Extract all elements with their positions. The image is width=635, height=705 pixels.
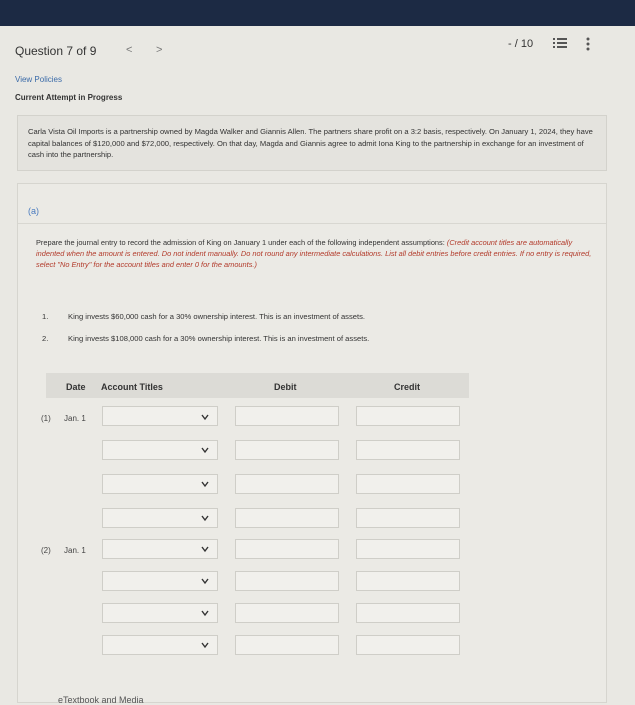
instruction-text: Prepare the journal entry to record the admission of King on January 1 under each of the following independent assumptions: (36, 238, 445, 247)
browser-top-bar (0, 0, 635, 26)
account-titles-column-header: Account Titles (101, 382, 163, 392)
chevron-down-icon[interactable] (201, 545, 209, 553)
debit-input[interactable] (235, 539, 339, 559)
debit-input[interactable] (235, 406, 339, 426)
credit-input[interactable] (356, 539, 460, 559)
chevron-down-icon[interactable] (201, 577, 209, 585)
etextbook-link[interactable]: eTextbook and Media (58, 695, 144, 705)
problem-statement (17, 115, 607, 171)
chevron-down-icon[interactable] (201, 514, 209, 522)
chevron-down-icon[interactable] (201, 480, 209, 488)
scenario-text: King invests $60,000 cash for a 30% ownership interest. This is an investment of assets. (68, 312, 366, 321)
list-icon[interactable] (553, 37, 567, 49)
more-vertical-icon[interactable] (586, 37, 590, 51)
debit-input[interactable] (235, 508, 339, 528)
question-counter: Question 7 of 9 (15, 44, 97, 58)
debit-input[interactable] (235, 571, 339, 591)
entry-date: Jan. 1 (64, 546, 86, 555)
credit-input[interactable] (356, 440, 460, 460)
credit-input[interactable] (356, 603, 460, 623)
debit-input[interactable] (235, 474, 339, 494)
question-header (0, 26, 635, 70)
chevron-down-icon[interactable] (201, 446, 209, 454)
instruction-note: (Credit account titles are automatically indented when the amount is entered. Do not indent manually. Do not round any intermediate calculations. List all debit entries before credit entries. If no entry is required, select "No Entry" for the account titles and enter 0 for the amounts.) (36, 238, 592, 269)
instructions (36, 237, 596, 270)
credit-input[interactable] (356, 508, 460, 528)
debit-column-header: Debit (274, 382, 297, 392)
debit-input[interactable] (235, 635, 339, 655)
chevron-down-icon[interactable] (201, 609, 209, 617)
credit-input[interactable] (356, 406, 460, 426)
credit-input[interactable] (356, 474, 460, 494)
debit-input[interactable] (235, 603, 339, 623)
journal-table-header (46, 373, 469, 398)
divider (18, 223, 606, 224)
credit-input[interactable] (356, 571, 460, 591)
entry-date: Jan. 1 (64, 414, 86, 423)
chevron-down-icon[interactable] (201, 413, 209, 421)
part-a-panel (17, 183, 607, 703)
chevron-down-icon[interactable] (201, 641, 209, 649)
date-column-header: Date (66, 382, 86, 392)
credit-input[interactable] (356, 635, 460, 655)
problem-text: Carla Vista Oil Imports is a partnership owned by Magda Walker and Giannis Allen. The partners share profit on a 3:2 basis, respectively. On January 1, 2024, they have capital balances of $120,000 and $72,000, respectively. On that day, Magda and Giannis agree to admit Iona King to the partnership in exchange for an investment of cash into the partnership. (28, 127, 593, 159)
score-display: - / 10 (508, 38, 534, 50)
scenario-number: 2. (42, 334, 49, 343)
scenario-1 (42, 312, 365, 321)
view-policies-link[interactable]: View Policies (15, 75, 62, 84)
next-question-button[interactable]: > (156, 44, 163, 56)
credit-column-header: Credit (394, 382, 421, 392)
attempt-status: Current Attempt in Progress (15, 93, 123, 102)
entry-number: (1) (41, 414, 51, 423)
scenario-number: 1. (42, 312, 49, 321)
scenario-text: King invests $108,000 cash for a 30% ownership interest. This is an investment of assets. (68, 334, 370, 343)
part-label: (a) (28, 206, 39, 216)
debit-input[interactable] (235, 440, 339, 460)
entry-number: (2) (41, 546, 51, 555)
scenario-2 (42, 334, 369, 343)
previous-question-button[interactable]: < (126, 44, 133, 56)
